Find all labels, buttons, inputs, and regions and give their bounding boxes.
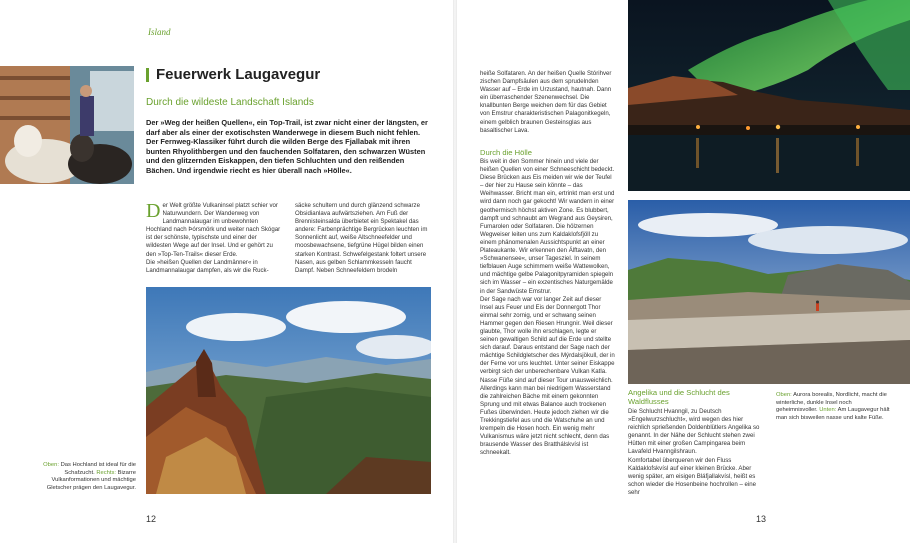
body-column-2: säcke schultern und durch glänzend schwarze Obsidianlava aufwärtsziehen. Am Fuß der Brennisteinsalda überbietet ein Spektakel das andere: Farbenprächtige Bergrücken leuchten im Sonnenlicht auf, weiße Altschneefelder und moosbewachsene, tiefgrüne Hügel bilden einen starken Kontrast. Schwefelgestank foltert unsere Nasen, aus gelben Schlammkesseln faucht Dampf. Neben Schneefeldern brodeln xyxy=(295,202,428,274)
book-gutter xyxy=(453,0,457,543)
body-column-3b xyxy=(480,158,615,457)
caption-label-oben-right: Oben: xyxy=(776,392,792,398)
col3-text-4: Nasse Füße sind auf dieser Tour unausweichlich. Allerdings kann man bei niedrigem Wasserstand die zahlreichen Bäche mit einem gekonnten Sprung und mit etwas Balance auch trockenen Fußes überwinden. Heute jedoch ziehen wir die Trekkingstiefel aus und die Watschuhe an und krempeln die Hosen hoch. Ein wenig mehr Vulkanismus wäre jetzt nicht schlecht, denn das brausende Wasser des Bratthálskvísl ist schneekalt. xyxy=(480,376,613,457)
caption-text-right-1: Aurora borealis, Nordlicht, macht die winterliche, dunkle Insel noch geheimnisvoller. xyxy=(776,392,887,414)
river-crossing-graphic xyxy=(628,200,910,384)
caption-label-oben: Oben: xyxy=(43,462,59,468)
col3-text-3: Der Sage nach war vor langer Zeit auf dieser Insel aus Feuer und Eis der Donnergott Thor einmal sehr zornig, und er schwang seinen Hammer gegen den Riesen Hrungnir. Weil dieser glaubte, Thor wolle ihn erschlagen, legte er seinen gewaltigen Schild auf die Erde und stellte sich darauf. Daraus entstand der Sage nach der mächtige Schildgletscher des Mýrdalsjökull, der in der Ferne vor uns leuchtet. Unter seiner Eiskappe verbirgt sich der unberechenbare Vulkan Katla. xyxy=(480,295,615,376)
aurora-photo xyxy=(628,0,910,191)
article-title: Feuerwerk Laugavegur xyxy=(156,66,321,83)
caption-text-1: Das Hochland ist ideal für die Schafzucht. xyxy=(60,462,136,476)
body-column-4 xyxy=(628,408,766,497)
page-number-right: 13 xyxy=(756,514,767,524)
title-accent-bar xyxy=(146,68,149,82)
intro-paragraph: Der »Weg der heißen Quellen«, ein Top-Trail, ist zwar nicht einer der längsten, er darf aber als einer der exotischsten Wanderwege in diesem Buch nicht fehlen. Der Fernweg-Klassiker führt durch die wilden Berge des Fjallabak mit ihren bunten Rhyolithbergen und den fauchenden Solfataren, den schwarzen Wüsten und den glitzernden Eiskappen, den tiefen Schluchten und den reißenden Bächen. Und irgendwie riecht es hier überall nach »Hölle«. xyxy=(146,118,428,175)
aurora-graphic xyxy=(628,0,910,191)
caption-label-rechts: Rechts: xyxy=(96,469,116,476)
col1-text-2: Die »heißen Quellen der Landmänner« in Landmannalaugar dampfen, als wir die Ruck- xyxy=(146,258,269,274)
volcanic-landscape-photo xyxy=(146,287,431,494)
volcanic-landscape-graphic xyxy=(146,287,431,494)
left-caption xyxy=(40,462,136,492)
body-column-1 xyxy=(146,202,282,275)
col3-text: heiße Solfataren. An der heißen Quelle Stórihver zischen Dampfsäulen aus dem sprudelnden Wasser auf – Erde im Urzustand, hautnah. Dann ein überraschender Szenenwechsel. Die knallbunten Berge weichen dem für das Gebiet von Emstrur charakteristischen Palagonitkegeln, einem gelblich braunen Gesteinsglas aus basaltischer Lava. xyxy=(480,70,612,134)
right-caption xyxy=(776,392,894,422)
article-subtitle: Durch die wildeste Landschaft Islands xyxy=(146,97,314,108)
col3-text-2: Bis weit in den Sommer hinein und viele der heißen Quellen von einer Schneeschicht bedeckt. Diese Brücken aus Eis meiden wir wie der Teufel – der hier zu Hause sein könnte – das Weihwasser. Bricht man ein, ertrinkt man erst und wird dann noch gar gekocht! Wir wandern in einer geothermisch höchst aktiven Zone. Es blubbert, dampft und schnaubt am Wegrand aus Geysiren, Fumarolen oder Solfataren. Die hölzernen Wegweiser leiten uns zum Kaldaklofsfjöll zu einem phänomenalen Aussichtspunkt an einer Plateaukante. Wir erkennen den Álftavatn, den »Schwanensee«, unser Tagesziel. In seinem tiefblauen Auge schimmern weiße Wattewolken, und mächtige gelbe Palagonitpyramiden spiegeln sich im Wasser – ein exzentisches Naturgemälde in der Sandwüste Emstrur. xyxy=(480,158,615,295)
drop-cap: D xyxy=(146,200,161,222)
heading-durch-die-hoelle: Durch die Hölle xyxy=(480,148,532,157)
river-crossing-photo xyxy=(628,200,910,384)
col1-text: er Welt größte Vulkaninsel platzt schier vor Naturwundern. Der Wanderweg von Landmannalaugar im unbewohnten Hochland nach Þórsmörk und weiter nach Skógar ist der schönste, typischste und einer der wildesten Wege auf der Insel. Und er gehört zu den »Top-Ten-Trails« dieser Erde. xyxy=(146,202,281,258)
col4-text-2: Komfortabel überqueren wir den Fluss Kaldaklofskvísl auf einer kleinen Brücke. Aber wenig später, am eisigen Bláfjallakvísl, heißt es schon wieder die Hosenbeine hochrollen – eine sehr xyxy=(628,456,757,496)
sheep-photo-graphic xyxy=(0,66,134,184)
page-number-left: 12 xyxy=(146,514,157,524)
caption-label-unten: Unten: xyxy=(819,407,837,414)
body-column-3 xyxy=(480,70,615,135)
caption-text-2: Bizarre Vulkanformationen und mächtige Gletscher prägen den Laugavegur. xyxy=(46,469,136,491)
heading-angelika: Angelika und die Schlucht des Waldflusses xyxy=(628,388,730,406)
section-tag: Island xyxy=(148,27,171,37)
caption-text-right-2: Am Laugavegur hält man sich bisweilen nasse und kalte Füße. xyxy=(776,407,890,421)
sheep-photo xyxy=(0,66,134,184)
col4-text: Die Schlucht Hvanngil, zu Deutsch »Engelwurzschlucht«, wird wegen des hier reichlich sprießenden Doldenblütlers Angelika so genannt. In der Nähe der Schlucht stehen zwei Hütten mit einer großen Campingarea beim Lavafeld Hvanngilshraun. xyxy=(628,408,760,456)
